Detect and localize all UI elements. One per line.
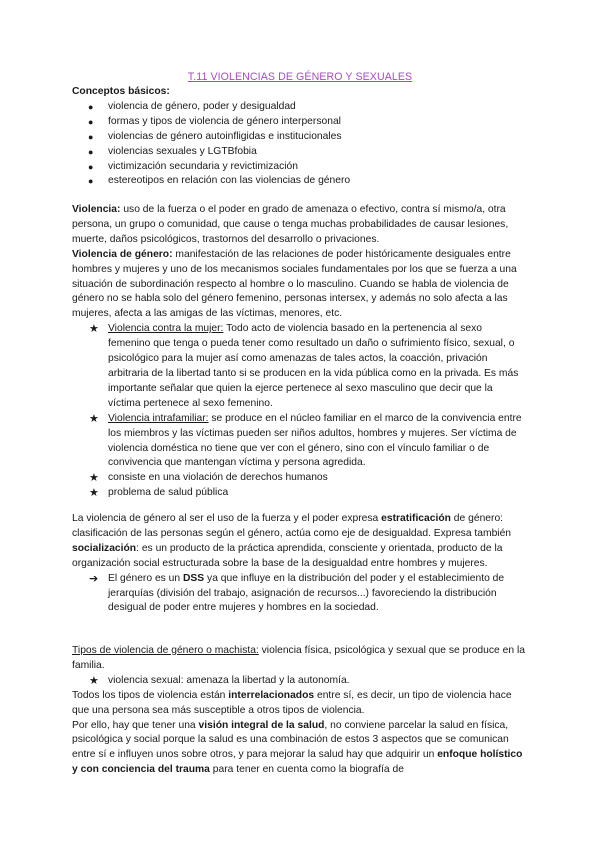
list-item: ★ violencia sexual: amenaza la libertad y la autonomía. [89, 674, 350, 687]
list-item: ● estereotipos en relación con las violencias de género [72, 174, 527, 189]
list-item: ★ Violencia contra la mujer: Todo acto de violencia basado en la pertenencia al sexo femenino que tenga o pueda tener como resultado un daño o sufrimiento físico, sexual, o psicológico para la mujer así como amenazas de tales actos, la coacción, privación arbitraria de la libertad tanto si se producen en la vida pública como en la privada. Es más importante señalar que quien la ejerce pertenece al sexo masculino que decir que la víctima pertenece al sexo femenino. [89, 323, 519, 409]
basic-concepts-section [72, 85, 527, 189]
basic-concepts-heading: Conceptos básicos: [72, 86, 170, 97]
bullet-icon: ● [88, 146, 94, 157]
sexual-violence-list [72, 674, 527, 689]
stratification-paragraph: La violencia de género al ser el uso de la fuerza y el poder expresa estratificación de género: clasificación de las personas según el género, actúa como eje de desigualdad. Expresa también socialización: es un producto de la práctica aprendida, consciente y orientada, producto de la organización social estructurada sobre la base de la desigualdad entre hombres y mujeres. [72, 513, 512, 569]
violence-definitions-section [72, 203, 527, 501]
basic-concepts-list [72, 100, 527, 189]
integral-health-paragraph: Por ello, hay que tener una visión integral de la salud, no conviene parcelar la salud en física, psicológica y social porque la salud es una combinación de estos 3 aspectos que se comunican entre sí e influyen unos sobre otros, y para mejorar la salud hay que adquirir un enfoque holístico y con conciencia del trauma para tener en cuenta como la biografía de [72, 719, 523, 776]
document-title: T.11 VIOLENCIAS DE GÉNERO Y SEXUALES [187, 71, 413, 83]
star-icon: ★ [89, 674, 99, 687]
list-item: ➔ El género es un DSS ya que influye en la distribución del poder y el establecimiento de jerarquías (división del trabajo, asignación de recursos...) favoreciendo la distribución desigual de poder entre mujeres y hombres en la sociedad. [89, 572, 505, 614]
star-icon: ★ [89, 412, 99, 425]
star-icon: ★ [89, 487, 99, 500]
gender-violence-definition: Violencia de género: manifestación de las relaciones de poder históricamente desiguales entre hombres y mujeres y uno de los mecanismos sociales fundamentales por los que se fuerza a una situación de subordinación respecto al hombre o lo masculino. Cuando se habla de violencia de género no se habla solo del género femenino, personas intersex, y además no solo afecta a las mujeres, afecta a las amigas de las víctimas, menores, etc. [72, 248, 517, 320]
bullet-icon: ● [88, 176, 94, 187]
list-item: ● victimización secundaria y revictimización [72, 160, 527, 175]
dss-list [72, 572, 527, 617]
bullet-icon: ● [88, 101, 94, 112]
list-item: ★ consiste en una violación de derechos humanos [89, 472, 328, 485]
violence-types-section [72, 644, 527, 778]
bullet-icon: ● [88, 161, 94, 172]
interrelated-paragraph: Todos los tipos de violencia están interrelacionados entre sí, es decir, un tipo de violencia hace que una persona sea más susceptible a otros tipos de violencia. [72, 689, 512, 716]
violence-types-paragraph: Tipos de violencia de género o machista: violencia física, psicológica y sexual que se produce en la familia. [72, 645, 525, 671]
list-item: ● violencia de género, poder y desigualdad [72, 100, 527, 115]
list-item: ★ problema de salud pública [89, 487, 229, 500]
arrow-right-icon: ➔ [89, 572, 99, 585]
bullet-icon: ● [88, 131, 94, 142]
list-item: ● violencias sexuales y LGTBfobia [72, 145, 527, 160]
list-item: ★ Violencia intrafamiliar: se produce en el núcleo familiar en el marco de la convivencia entre los miembros y las víctimas pueden ser niños adultos, hombres y mujeres. Ser víctima de violencia doméstica no tiene que ver con el género, sino con el vínculo familiar o de convivencia que mantengan víctima y persona agredida. [89, 412, 522, 469]
list-item: ● formas y tipos de violencia de género interpersonal [72, 115, 527, 130]
bullet-icon: ● [88, 116, 94, 127]
violence-definition: Violencia: uso de la fuerza o el poder en grado de amenaza o efectivo, contra sí mismo/a, otra persona, un grupo o comunidad, que cause o tenga muchas probabilidades de causar lesiones, muerte, daños psicológicos, trastornos del desarrollo o privaciones. [72, 204, 509, 245]
stratification-section [72, 512, 527, 616]
list-item: ● violencias de género autoinfligidas e institucionales [72, 130, 527, 145]
star-icon: ★ [89, 472, 99, 485]
star-icon: ★ [89, 323, 99, 336]
gender-violence-points [72, 322, 527, 501]
